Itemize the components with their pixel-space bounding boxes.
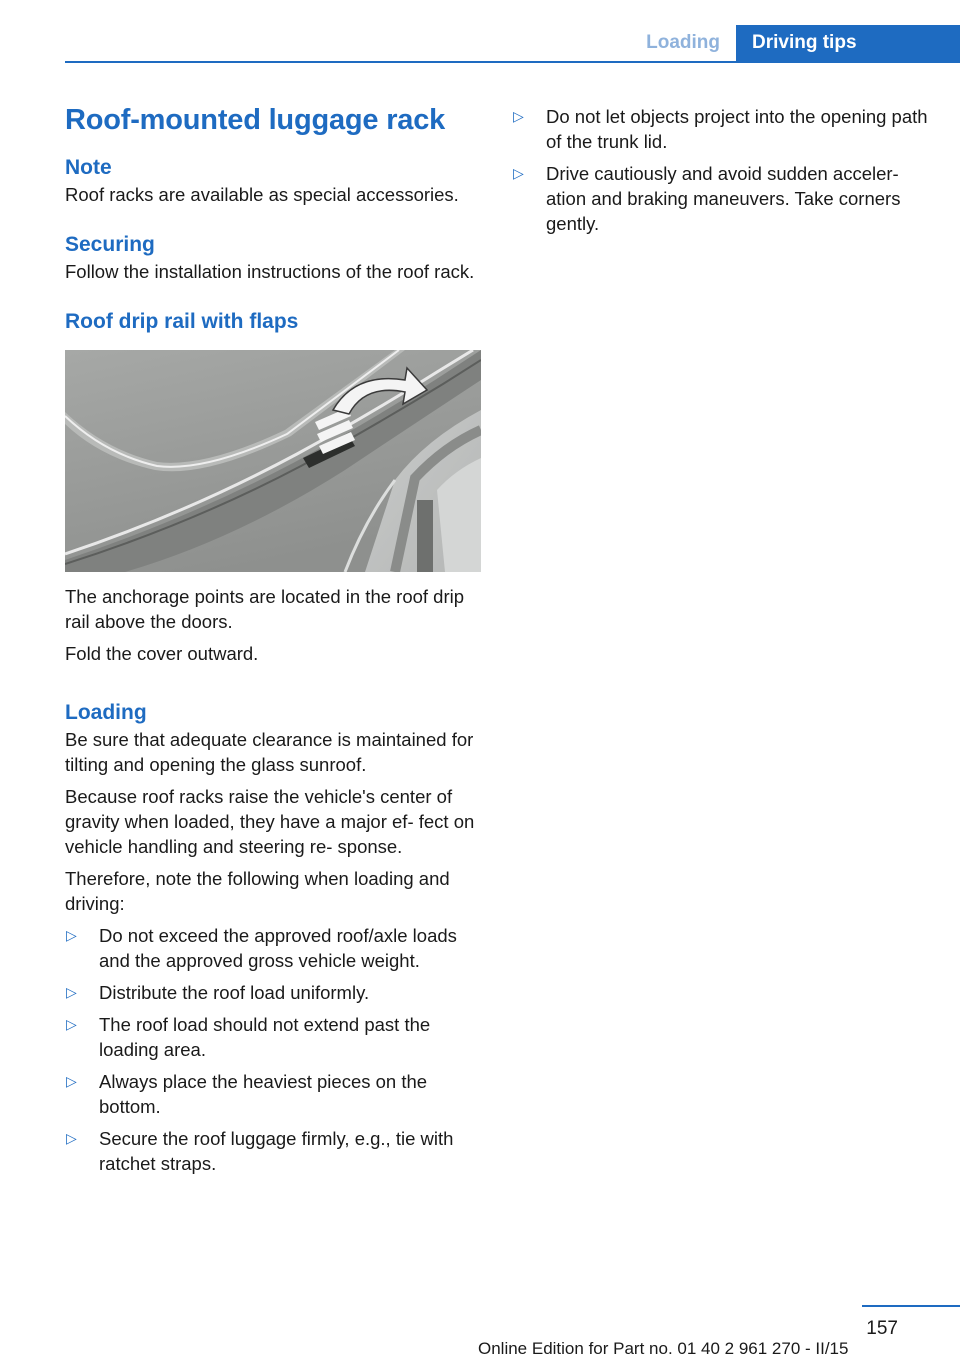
tab-loading[interactable]: Loading bbox=[630, 25, 736, 61]
header-tabs bbox=[630, 25, 960, 61]
list-item-text: The roof load should not extend past the loading area. bbox=[99, 1014, 431, 1060]
list-item bbox=[512, 161, 932, 236]
list-item bbox=[65, 1012, 481, 1062]
drip-rail-para-2: Fold the cover outward. bbox=[65, 643, 259, 664]
triangle-bullet-icon: ▷ bbox=[66, 1073, 77, 1089]
list-item-text: Do not exceed the approved roof/axle loads and the approved gross vehicle weight. bbox=[99, 925, 457, 971]
footer-divider bbox=[862, 1305, 960, 1307]
loading-para-3: Therefore, note the following when loading and driving: bbox=[65, 868, 450, 914]
triangle-bullet-icon: ▷ bbox=[66, 1130, 77, 1146]
triangle-bullet-icon: ▷ bbox=[513, 165, 524, 181]
drip-rail-heading: Roof drip rail with flaps bbox=[65, 310, 299, 333]
list-item-text: Always place the heaviest pieces on the bottom. bbox=[99, 1071, 428, 1117]
triangle-bullet-icon: ▷ bbox=[66, 927, 77, 943]
section-note bbox=[65, 154, 481, 207]
list-item-text: Drive cautiously and avoid sudden acceler- ation and braking maneuvers. Take corners gently. bbox=[546, 163, 901, 234]
triangle-bullet-icon: ▷ bbox=[66, 984, 77, 1000]
page-number: 157 bbox=[866, 1318, 898, 1339]
header-divider bbox=[65, 61, 960, 63]
list-item bbox=[65, 980, 481, 1005]
triangle-bullet-icon: ▷ bbox=[66, 1016, 77, 1032]
list-item-text: Secure the roof luggage firmly, e.g., tie with ratchet straps. bbox=[99, 1128, 454, 1174]
note-heading: Note bbox=[65, 156, 112, 179]
note-text: Roof racks are available as special accessories. bbox=[65, 184, 459, 205]
left-column bbox=[65, 100, 481, 1183]
loading-bullet-list bbox=[65, 923, 481, 1176]
loading-heading: Loading bbox=[65, 701, 147, 724]
tab-driving-tips[interactable]: Driving tips bbox=[736, 25, 960, 61]
driving-bullet-list bbox=[512, 104, 932, 236]
drip-rail-para-1: The anchorage points are located in the roof drip rail above the doors. bbox=[65, 586, 465, 632]
list-item bbox=[65, 1126, 481, 1176]
list-item-text: Do not let objects project into the opening path of the trunk lid. bbox=[546, 106, 928, 152]
edition-line: Online Edition for Part no. 01 40 2 961 270 - II/15 bbox=[478, 1339, 849, 1358]
loading-para-2: Because roof racks raise the vehicle's center of gravity when loaded, they have a major ef- fect on vehicle handling and steering re- sponse. bbox=[65, 786, 475, 857]
list-item bbox=[65, 1069, 481, 1119]
section-loading bbox=[65, 699, 481, 1176]
loading-para-1: Be sure that adequate clearance is maintained for tilting and opening the glass sunroof. bbox=[65, 729, 474, 775]
triangle-bullet-icon: ▷ bbox=[513, 108, 524, 124]
list-item-text: Distribute the roof load uniformly. bbox=[99, 982, 370, 1003]
list-item bbox=[512, 104, 932, 154]
page-title: Roof-mounted luggage rack bbox=[65, 104, 446, 136]
securing-text: Follow the installation instructions of the roof rack. bbox=[65, 261, 475, 282]
list-item bbox=[65, 923, 481, 973]
securing-heading: Securing bbox=[65, 233, 155, 256]
section-drip-rail bbox=[65, 308, 481, 666]
right-column bbox=[512, 104, 932, 243]
section-securing bbox=[65, 231, 481, 284]
roof-drip-rail-illustration bbox=[65, 350, 481, 572]
